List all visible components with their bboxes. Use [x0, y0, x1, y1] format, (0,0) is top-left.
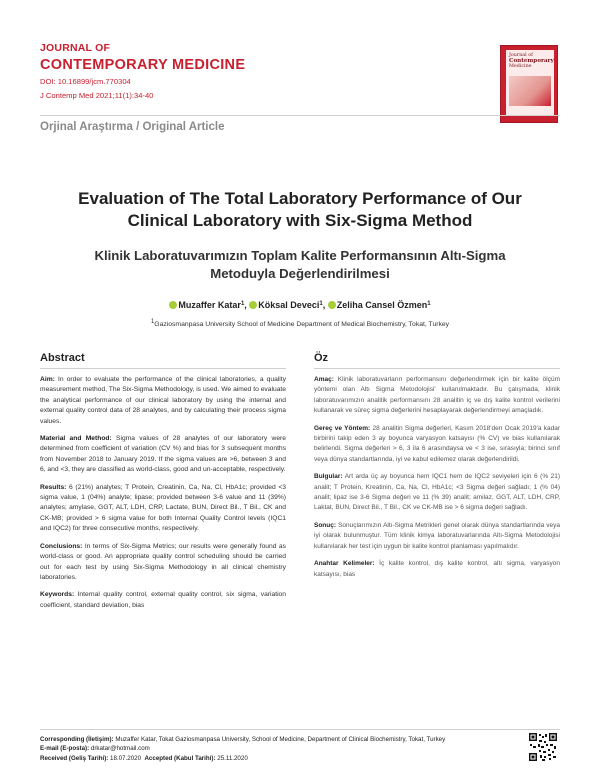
journal-cover-image — [500, 45, 558, 123]
oz-heading: Öz — [314, 352, 560, 369]
oz-sonuc — [314, 521, 560, 552]
citation: J Contemp Med 2021;11(1):34-40 — [40, 91, 154, 100]
oz-amac — [314, 375, 560, 417]
footer-divider — [40, 729, 560, 730]
amac-text: Klinik laboratuvarların performansını değerlendirmek için bir kalite ölçüm yöntemi olan Altı Sigma Metodolojisi' kullanılmaktadır. Bu çalışmada, klinik laboratuvarımızın analitik performansını 28 analitin iç ve dış kalite kontrol verilerini kullanarak ve süreç sigma değerlerini hesaplayarak değerlendirmeyi amaçladık. — [314, 376, 561, 415]
cover-title-line1: Journal of — [509, 53, 533, 58]
corresponding-label: Corresponding (İletişim): — [40, 736, 114, 743]
qr-code-icon[interactable] — [528, 732, 558, 762]
title-turkish-line1: Klinik Laboratuvarımızın Toplam Kalite Performansının Altı-Sigma — [94, 248, 506, 263]
email-line — [40, 744, 510, 753]
affiliation — [40, 319, 560, 328]
abstract-methods — [40, 434, 286, 476]
footer — [40, 735, 510, 763]
sonuc-text: Sonuçlarımızın Altı-Sigma Metrikleri genel olarak dünya standartlarında veya iyi olarak bulunmuştur. Tüm klinik kimya laboratuvarlarında Altı-Sigma Metodolojisi kullanılarak her test için uygun bir kalite kontrol planlaması yapılmalıdır. — [314, 521, 560, 550]
journal-header — [40, 42, 460, 101]
orcid-icon[interactable] — [328, 301, 336, 309]
abstract-conclusions — [40, 542, 286, 584]
orcid-icon[interactable] — [169, 301, 177, 309]
methods-label: Material and Method: — [40, 435, 112, 443]
keywords-label: Keywords: — [40, 591, 75, 599]
conclusions-text: In terms of Six-Sigma Metrics; our results were generally found as world-class or good. An appropriate quality control scheduling should be carried out for each test by using Six-Sigma Methodology in all clinical chemistry laboratories. — [40, 542, 286, 581]
journal-name-line1: JOURNAL OF — [40, 42, 111, 54]
abstract-heading: Abstract — [40, 352, 286, 369]
article-type: Orjinal Araştırma / Original Article — [40, 121, 225, 133]
amac-label: Amaç: — [314, 376, 334, 383]
accepted-date: 25.11.2020 — [217, 754, 248, 762]
oz-section — [314, 352, 560, 587]
cover-title-line3: Medicine — [509, 64, 532, 70]
sonuc-label: Sonuç: — [314, 521, 337, 529]
oz-anahtar — [314, 559, 560, 580]
results-label: Results: — [40, 483, 67, 491]
author-name: Muzaffer Katar — [178, 300, 241, 310]
oz-bulgular — [314, 472, 560, 514]
title-english-line1: Evaluation of The Total Laboratory Performance of Our — [78, 189, 522, 208]
aim-label: Aim: — [40, 376, 55, 383]
methods-text: Sigma values of 28 analytes of our laboratory were determined from coefficient of variation (CV %) and bias for 3 subsequent months from November 2018 to January 2019. If the sigma values are >6, between 3 and 6, and <3, they are classified as world-class, good and un-acceptable, respectively. — [40, 435, 286, 474]
bulgular-text: Art arda üç ay boyunca hem IQC1 hem de IQC2 seviyeleri için 6 (% 21) analit; T Protein, Kreatinin, Ca, Na, Cl, HbA1c; <3 Sigma değeri sağladı; 1 (% 04) analit; lipaz ise 3-6 Sigma değeri ve 11 (% 39) analit; amilaz, GGT, ALT, LDH, CRP, Laktat, BUN, Direct Bil., T Bil., CK ve CK-MB ise > 6 sigma değeri sağladı. — [314, 473, 561, 512]
dates-line — [40, 754, 510, 763]
received-label: Received (Geliş Tarihi): — [40, 754, 109, 762]
title-english — [40, 188, 560, 232]
corresponding-text: Muzaffer Katar, Tokat Gaziosmanpasa University, School of Medicine, Department of Clinical Biochemistry, Tokat, Turkey — [115, 736, 446, 743]
aim-text: In order to evaluate the performance of the clinical laboratories, a quality measurement method, The Six-Sigma Methodology, is used. We aimed to evaluate the analytical performance of our clinical laboratory by using the internal and external quality control data of 28 analytes, and by calculating their process sigma values. — [40, 376, 286, 425]
author-affiliation-mark: 1 — [427, 301, 431, 307]
author-name: Köksal Deveci — [258, 300, 320, 310]
abstract-section — [40, 352, 286, 618]
email-label: E-mail (E-posta): — [40, 745, 90, 753]
oz-yontem — [314, 424, 560, 466]
author-name: Zeliha Cansel Özmen — [336, 300, 428, 310]
email-link[interactable]: drkatar@hotmail.com — [90, 745, 150, 753]
anahtar-text: İç kalite kontrol, dış kalite kontrol, altı sigma, varyasyon katsayısı, bias — [314, 560, 561, 578]
author-affiliation-mark: 1 — [240, 301, 245, 307]
corresponding-line — [40, 735, 510, 744]
yontem-label: Gereç ve Yöntem: — [314, 424, 371, 432]
doi[interactable]: DOI: 10.16899/jcm.770304 — [40, 77, 131, 86]
bulgular-label: Bulgular: — [314, 473, 343, 481]
author-list: Muzaffer Katar$^1$, Köksal Deveci$^1$, Zeliha Cansel Özmen$^1$ — [40, 300, 560, 310]
cover-artwork — [509, 76, 551, 106]
author-affiliation-mark: 1 — [319, 301, 323, 307]
abstract-results — [40, 483, 286, 535]
title-english-line2: Clinical Laboratory with Six-Sigma Method — [127, 211, 473, 230]
title-turkish-line2: Metoduyla Değerlendirilmesi — [210, 266, 390, 281]
results-text: 6 (21%) analytes; T Protein, Creatinin, Ca, Na, Cl, HbA1c; provided <3 sigma value, 1 (04%) analyte; lipase; provided between 3-6 value and 11 (39%) analytes; amylase, GGT, ALT, LDH, CRP, Lactate, BUN, Direct Bil., T Bil., CK and CK-MB; provided > 6 sigma value for both Internal Quality Control levels (IQC1 and IQC2) for three consecutive months, respectively. — [40, 483, 287, 533]
abstract-aim — [40, 375, 286, 427]
affiliation-mark: 1 — [150, 319, 155, 325]
journal-name-line2: CONTEMPORARY MEDICINE — [40, 57, 246, 73]
accepted-label: Accepted (Kabul Tarihi): — [144, 754, 216, 762]
conclusions-label: Conclusions: — [40, 542, 83, 550]
cover-title-line2: Contemporary — [509, 57, 554, 64]
yontem-text: 28 analitin Sigma değerleri, Kasım 2018'den Ocak 2019'a kadar birbirini takip eden 3 ay boyunca varyasyon katsayısı (% CV) ve bias kullanılarak belirlendi. Sigma değerleri > 6, 3 ila 6 arasındaysa ve < 3 ise, sırasıyla; birinci sınıf veya dünya standartlarında, iyi ve kabul edilemez olarak değerlendirildi. — [314, 424, 561, 463]
received-date: 18.07.2020 — [110, 754, 142, 762]
abstract-keywords — [40, 590, 286, 611]
orcid-icon[interactable] — [249, 301, 257, 309]
keywords-text: Internal quality control, external quality control, six sigma, variation coefficient, standard deviation, bias — [40, 591, 286, 609]
title-turkish — [50, 247, 550, 283]
affiliation-text: Gaziosmanpasa University School of Medicine Department of Medical Biochemistry, Tokat, Turkey — [154, 321, 450, 328]
header-divider — [40, 115, 560, 116]
anahtar-label: Anahtar Kelimeler: — [314, 560, 375, 568]
